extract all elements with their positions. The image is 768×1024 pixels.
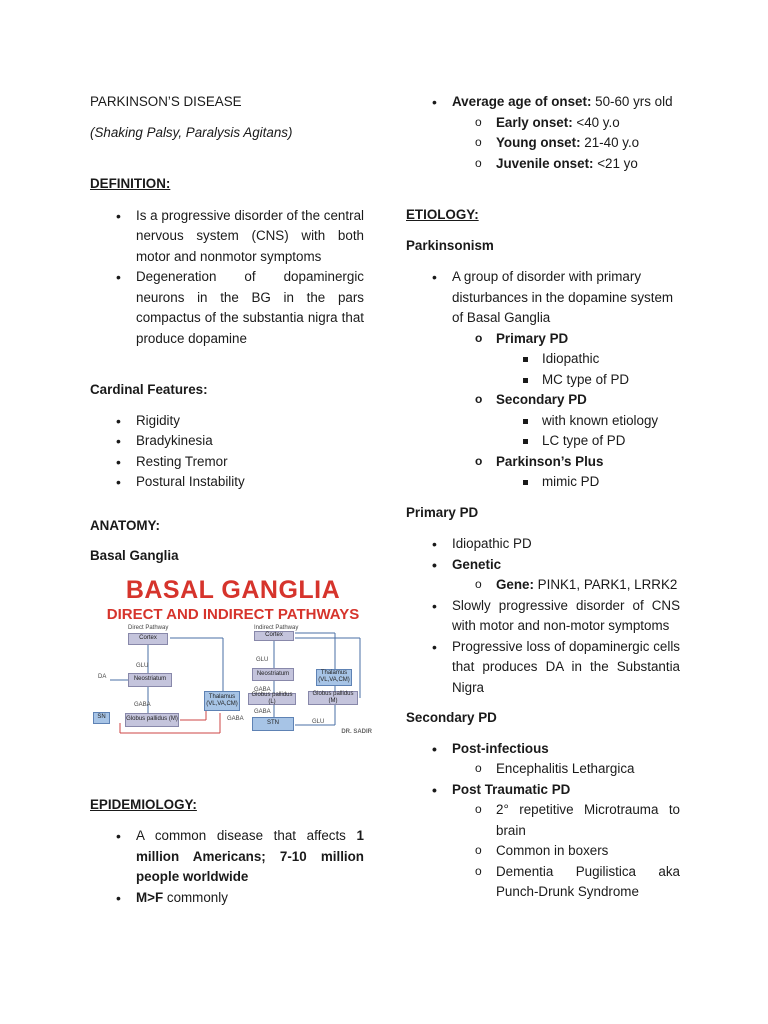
cardinal-list xyxy=(90,411,364,493)
epidemiology-text: commonly xyxy=(163,889,228,905)
sn-box: SN xyxy=(93,712,110,724)
primary-pd-item: • Genetic xyxy=(406,555,680,576)
cardinal-item: • Postural Instability xyxy=(90,472,364,493)
diagram-title: BASAL GANGLIA xyxy=(125,575,341,604)
cortex-box: Cortex xyxy=(254,631,294,641)
definition-heading: DEFINITION: xyxy=(90,176,171,191)
left-column xyxy=(90,92,372,908)
epidemiology-heading: EPIDEMIOLOGY: xyxy=(90,796,197,812)
onset-sub-item xyxy=(406,154,680,175)
secondary-pd-sub-item: o Common in boxers xyxy=(406,841,680,862)
onset-sub-label: Young onset: xyxy=(496,135,581,150)
cardinal-item: • Resting Tremor xyxy=(90,452,364,473)
etiology-detail-list xyxy=(406,472,680,493)
secondary-pd-sub-list xyxy=(406,800,680,903)
epidemiology-bold-text: M>F xyxy=(136,889,164,905)
secondary-pd-item: • Post-infectious xyxy=(406,739,680,760)
etiology-heading: ETIOLOGY: xyxy=(406,207,479,222)
etiology-detail: with known etiology xyxy=(406,411,680,432)
onset-sub-label: Early onset: xyxy=(496,114,573,130)
gaba-label: GABA xyxy=(254,686,271,693)
cardinal-item: • Rigidity xyxy=(90,411,364,432)
document-subtitle: (Shaking Palsy, Paralysis Agitans) xyxy=(90,124,293,140)
gene-label: Gene: xyxy=(496,577,534,592)
onset-sub-item xyxy=(406,113,680,134)
secondary-pd-heading: Secondary PD xyxy=(406,710,497,725)
etiology-detail-list xyxy=(406,349,680,390)
gaba-label: GABA xyxy=(227,715,244,722)
etiology-type: o Secondary PD xyxy=(406,390,680,411)
primary-pd-item: • Slowly progressive disorder of CNS with motor and non-motor symptoms xyxy=(406,596,680,637)
globus-pallidus-m-box: Globus pallidus (M) xyxy=(125,713,179,727)
onset-label: Average age of onset: xyxy=(452,94,592,109)
thalamus-box: Thalamus (VL,VA,CM) xyxy=(316,669,352,686)
primary-pd-heading: Primary PD xyxy=(406,504,479,520)
anatomy-heading: ANATOMY: xyxy=(90,517,160,533)
gaba-label: GABA xyxy=(134,701,151,708)
primary-pd-item: • Idiopathic PD xyxy=(406,534,680,555)
onset-sub-item xyxy=(406,133,680,154)
onset-list xyxy=(406,92,680,113)
diagram-subtitle: DIRECT AND INDIRECT PATHWAYS xyxy=(106,605,360,623)
onset-item xyxy=(406,92,680,113)
gaba-label: GABA xyxy=(254,708,271,715)
etiology-type: o Parkinson’s Plus xyxy=(406,452,680,473)
secondary-pd-sub-item: o Encephalitis Lethargica xyxy=(406,759,680,780)
definition-item: • Is a progressive disorder of the central nervous system (CNS) with both motor and nonmotor symptoms xyxy=(90,206,364,268)
etiology-detail: Idiopathic xyxy=(406,349,680,370)
secondary-pd-sub-item: o Dementia Pugilistica aka Punch-Drunk Syndrome xyxy=(406,862,680,903)
etiology-type: o Primary PD xyxy=(406,329,680,350)
epidemiology-list xyxy=(90,826,364,908)
glu-label: GLU xyxy=(312,718,325,725)
secondary-pd-sub-list xyxy=(406,759,680,780)
globus-pallidus-l-box: Globus pallidus (L) xyxy=(248,693,296,705)
gene-list xyxy=(406,575,680,596)
onset-sub-value: <21 yo xyxy=(593,155,638,171)
cortex-box: Cortex xyxy=(128,633,168,645)
etiology-type-list xyxy=(406,390,680,411)
definition-list xyxy=(90,206,364,350)
onset-value: 50-60 yrs old xyxy=(591,94,673,109)
cardinal-heading: Cardinal Features: xyxy=(90,382,208,397)
neostriatum-box: Neostriatum xyxy=(252,668,294,681)
glu-label: GLU xyxy=(256,656,269,663)
cardinal-item: • Bradykinesia xyxy=(90,431,364,452)
epidemiology-item xyxy=(90,826,364,888)
globus-pallidus-m-box: Globus pallidus (M) xyxy=(308,691,358,705)
etiology-type-list xyxy=(406,329,680,350)
direct-pathway-label: Direct Pathway xyxy=(128,624,169,631)
secondary-pd-item: • Post Traumatic PD xyxy=(406,780,680,801)
thalamus-box: Thalamus (VL,VA,CM) xyxy=(204,691,240,711)
gene-item xyxy=(406,575,680,596)
epidemiology-bold-text: 1 million Americans; 7-10 million people worldwide xyxy=(136,828,364,884)
parkinsonism-item: • A group of disorder with primary disturbances in the dopamine system of Basal Ganglia xyxy=(406,267,680,329)
onset-sub-list xyxy=(406,113,680,175)
primary-pd-item: • Progressive loss of dopaminergic cells that produces DA in the Substantia Nigra xyxy=(406,637,680,699)
secondary-pd-sub-item: o 2° repetitive Microtrauma to brain xyxy=(406,800,680,841)
right-column xyxy=(406,92,680,903)
epidemiology-item xyxy=(90,888,364,909)
diagram-signature: DR. SADIR xyxy=(341,729,372,735)
secondary-pd-list xyxy=(406,780,680,801)
basal-ganglia-diagram xyxy=(90,573,376,745)
document-title: PARKINSON’S DISEASE xyxy=(90,94,242,109)
glu-label: GLU xyxy=(136,662,149,669)
primary-pd-list xyxy=(406,534,680,575)
da-label: DA xyxy=(98,673,107,680)
indirect-pathway-label: Indirect Pathway xyxy=(254,624,299,631)
etiology-detail: MC type of PD xyxy=(406,370,680,391)
neostriatum-box: Neostriatum xyxy=(128,673,172,687)
primary-pd-list xyxy=(406,596,680,699)
onset-sub-value: <40 y.o xyxy=(572,114,620,130)
epidemiology-text: A common disease that affects xyxy=(136,828,357,843)
parkinsonism-heading: Parkinsonism xyxy=(406,237,494,253)
etiology-detail: LC type of PD xyxy=(406,431,680,452)
definition-item: • Degeneration of dopaminergic neurons in the BG in the pars compactus of the substantia nigra that produce dopamine xyxy=(90,267,364,349)
basal-ganglia-heading: Basal Ganglia xyxy=(90,548,179,563)
onset-sub-label: Juvenile onset: xyxy=(496,155,594,171)
onset-sub-value: 21-40 y.o xyxy=(580,135,640,150)
stn-box: STN xyxy=(252,717,294,731)
etiology-detail: mimic PD xyxy=(406,472,680,493)
gene-value: PINK1, PARK1, LRRK2 xyxy=(533,577,678,592)
etiology-detail-list xyxy=(406,411,680,452)
secondary-pd-list xyxy=(406,739,680,760)
etiology-type-list xyxy=(406,452,680,473)
parkinsonism-list xyxy=(406,267,680,329)
